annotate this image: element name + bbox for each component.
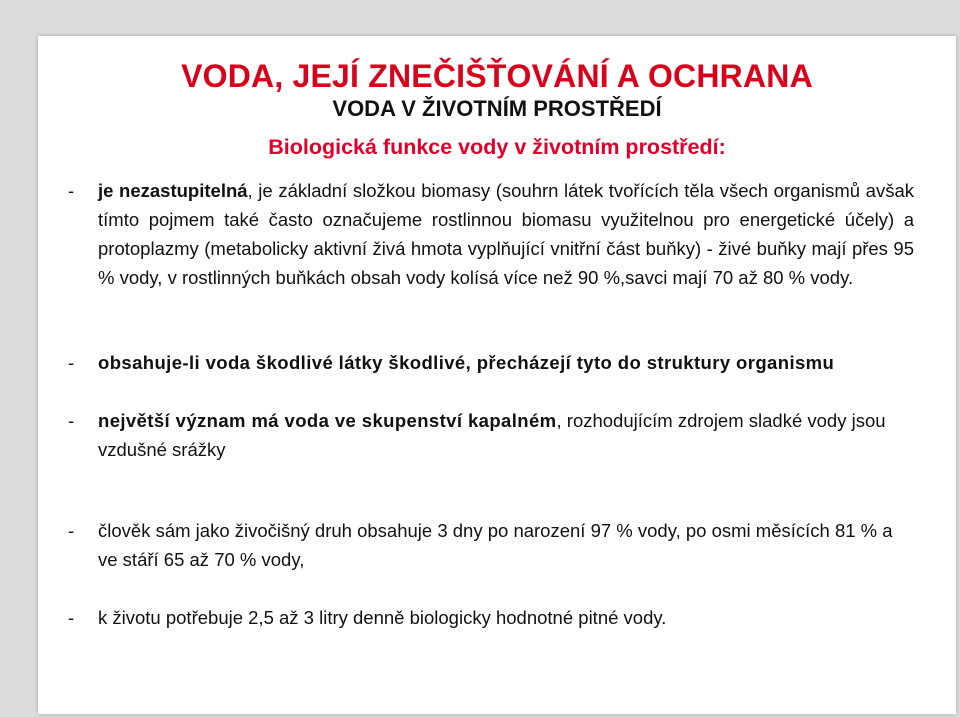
bullet-bold-text: největší význam má voda ve skupenství kapalném — [98, 410, 557, 431]
bullet-bold-text: je nezastupitelná — [98, 180, 248, 201]
bullet-text: , je základní složkou biomasy (souhrn látek tvořících těla všech organismů avšak tímto pojmem také často označujeme rostlinnou biomasu využitelnou pro energetické účely) a protoplazmy (metabolicky aktivní živá hmota vyplňující vnitřní část buňky) - živé buňky mají přes 95 % vody, v rostlinných buňkách obsah vody kolísá více než 90 %,savci mají 70 až 80 % vody. — [98, 180, 914, 288]
bullet-item — [68, 603, 914, 632]
bullet-item — [68, 176, 914, 292]
bullet-text: , rozhodujícím zdrojem sladké vody jsou vzdušné srážky — [98, 410, 886, 460]
bullet-item — [68, 406, 914, 464]
bullet-item — [68, 348, 914, 377]
bullet-item — [68, 516, 914, 574]
slide — [38, 36, 956, 714]
bullet-bold-text: obsahuje-li voda škodlivé látky škodlivé, přecházejí tyto do struktury organismu — [98, 352, 835, 373]
bullet-dash: - — [68, 520, 75, 541]
bullet-dash: - — [68, 607, 75, 628]
section-heading: Biologická funkce vody v životním prostředí: — [268, 135, 726, 159]
slide-subtitle: VODA V ŽIVOTNÍM PROSTŘEDÍ — [332, 96, 662, 121]
bullet-text: člověk sám jako živočišný druh obsahuje 3 dny po narození 97 % vody, po osmi měsících 81 % a ve stáří 65 až 70 % vody, — [98, 520, 893, 570]
bullet-dash: - — [68, 352, 75, 373]
bullet-text: k životu potřebuje 2,5 až 3 litry denně biologicky hodnotné pitné vody. — [98, 607, 667, 628]
slide-title: VODA, JEJÍ ZNEČIŠŤOVÁNÍ A OCHRANA — [181, 58, 813, 94]
bullet-dash: - — [68, 180, 75, 201]
bullet-dash: - — [68, 410, 75, 431]
